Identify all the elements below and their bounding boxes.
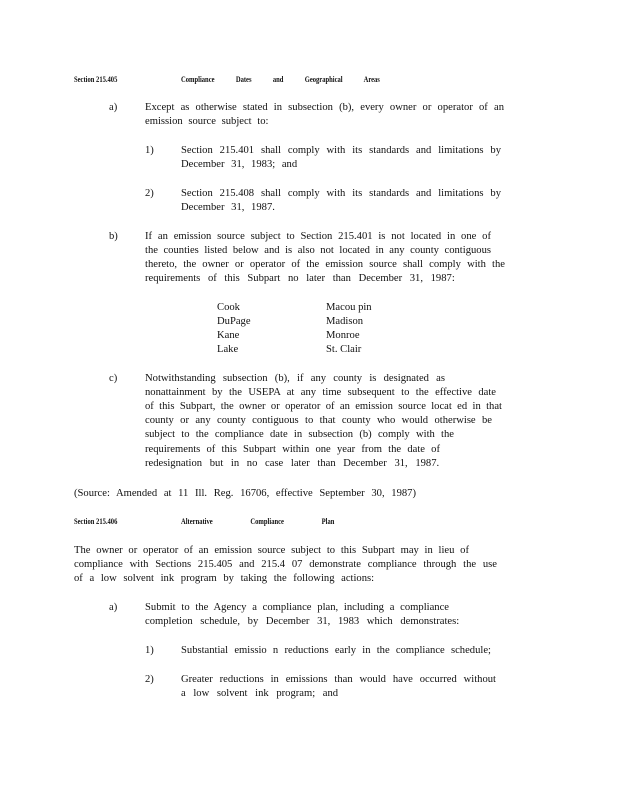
subsection-b-line4: requirements of this Subpart no later than December 31, 1987: <box>145 273 455 284</box>
item-label-a1: 1) <box>145 645 154 656</box>
subsection-b-line3: thereto, the owner or operator of the emission source shall comply with the <box>145 259 505 270</box>
county-item: Lake <box>217 344 239 355</box>
item-label-a2: 2) <box>145 188 154 199</box>
subsection-label-a: a) <box>109 102 118 113</box>
subsection-b-line1: If an emission source subject to Section 215.401 is not located in one of <box>145 231 491 242</box>
county-list-right <box>326 301 372 357</box>
subsection-label-b: b) <box>109 231 118 242</box>
subsection-c-line4: county or any county contiguous to that county who would otherwise be <box>145 415 492 426</box>
item-a2-line1: Section 215.408 shall comply with its standards and limitations by <box>181 188 501 199</box>
county-item: St. Clair <box>326 344 362 355</box>
county-item: DuPage <box>217 316 251 327</box>
item-a1-line1: Substantial emissio n reductions early in the compliance schedule; <box>181 645 491 656</box>
item-label-a1: 1) <box>145 145 154 156</box>
section-title-text: Alternative Compliance Plan <box>181 517 335 526</box>
subsection-c-line2: nonattainment by the USEPA at any time subsequent to the effective date <box>145 387 496 398</box>
county-item: Monroe <box>326 330 360 341</box>
subsection-label-c: c) <box>109 373 118 384</box>
subsection-a-line1: Submit to the Agency a compliance plan, including a compliance <box>145 602 449 613</box>
county-item: Cook <box>217 302 240 313</box>
subsection-c-line7: redesignation but in no case later than December 31, 1987. <box>145 458 440 469</box>
intro-line1: The owner or operator of an emission source subject to this Subpart may in lieu of <box>74 545 469 556</box>
section-number: Section 215.405 <box>74 75 118 84</box>
county-item: Madison <box>326 316 364 327</box>
section-title <box>181 517 345 526</box>
intro-line3: of a low solvent ink program by taking the following actions: <box>74 573 375 584</box>
section-number: Section 215.406 <box>74 517 118 526</box>
item-a1-line2: December 31, 1983; and <box>181 159 298 170</box>
subsection-c-line1: Notwithstanding subsection (b), if any county is designated as <box>145 373 445 384</box>
subsection-c-line3: of this Subpart, the owner or operator of an emission source locat ed in that <box>145 401 502 412</box>
source-note: (Source: Amended at 11 Ill. Reg. 16706, effective September 30, 1987) <box>74 488 416 499</box>
county-item: Macou pin <box>326 302 372 313</box>
item-a1-line1: Section 215.401 shall comply with its standards and limitations by <box>181 145 501 156</box>
section-title-text: Compliance Dates and Geographical Areas <box>181 75 380 84</box>
county-item: Kane <box>217 330 240 341</box>
item-a2-line1: Greater reductions in emissions than would have occurred without <box>181 674 496 685</box>
subsection-label-a: a) <box>109 602 118 613</box>
intro-line2: compliance with Sections 215.405 and 215.4 07 demonstrate compliance through the use <box>74 559 497 570</box>
subsection-c-line6: requirements of this Subpart within one year from the date of <box>145 444 440 455</box>
item-a2-line2: a low solvent ink program; and <box>181 688 339 699</box>
subsection-a-line1: Except as otherwise stated in subsection (b), every owner or operator of an <box>145 102 504 113</box>
subsection-c-line5: subject to the compliance date in subsection (b) comply with the <box>145 429 454 440</box>
county-list-left <box>217 301 251 357</box>
subsection-b-line2: the counties listed below and is also not located in any county contiguous <box>145 245 491 256</box>
item-label-a2: 2) <box>145 674 154 685</box>
item-a2-line2: December 31, 1987. <box>181 202 275 213</box>
subsection-a-line2: emission source subject to: <box>145 116 269 127</box>
subsection-a-line2: completion schedule, by December 31, 1983 which demonstrates: <box>145 616 460 627</box>
section-title <box>181 75 394 84</box>
